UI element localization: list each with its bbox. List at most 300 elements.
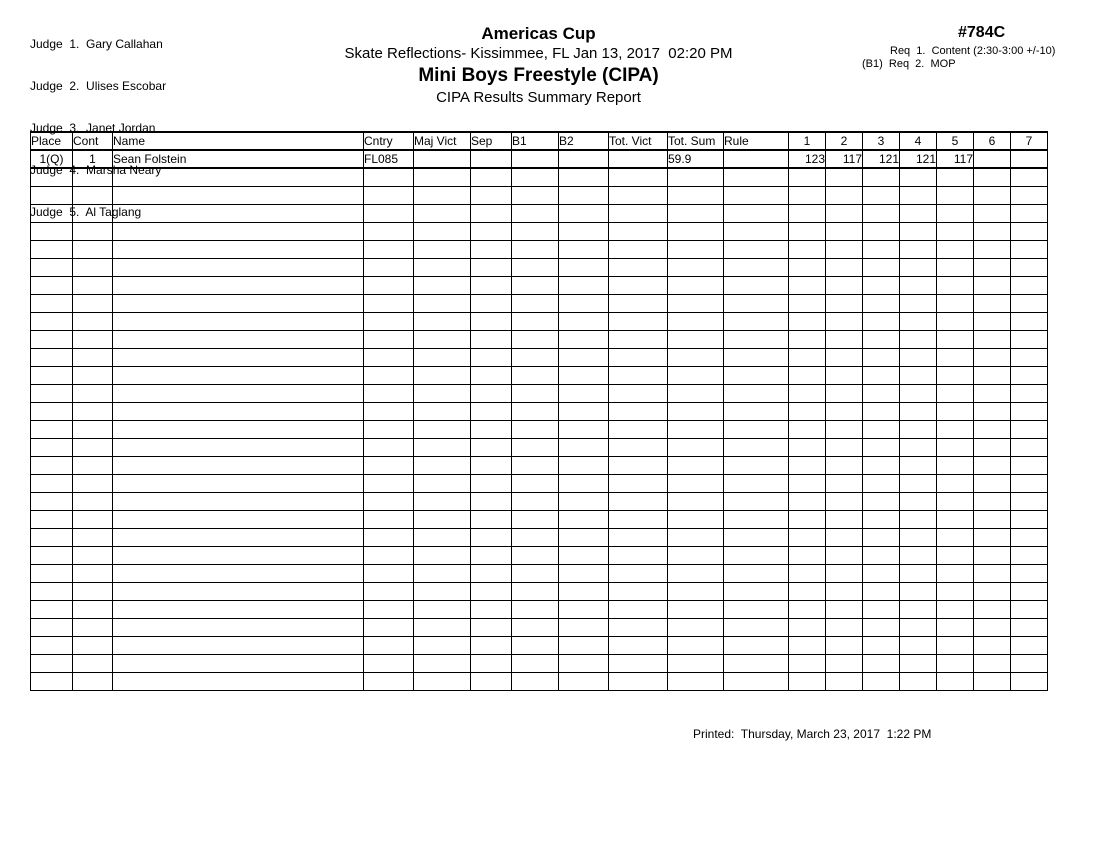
table-cell	[937, 564, 974, 582]
table-cell	[512, 654, 559, 672]
table-cell	[73, 582, 113, 600]
empty-row	[31, 222, 1048, 240]
table-cell	[974, 222, 1011, 240]
table-cell	[1011, 564, 1048, 582]
table-cell	[31, 366, 73, 384]
table-cell	[937, 654, 974, 672]
table-cell	[31, 402, 73, 420]
table-cell	[1011, 402, 1048, 420]
empty-row	[31, 258, 1048, 276]
table-cell	[414, 546, 471, 564]
table-cell	[609, 150, 668, 168]
table-cell	[1011, 636, 1048, 654]
table-cell	[471, 420, 512, 438]
table-cell	[609, 384, 668, 402]
table-cell	[73, 294, 113, 312]
table-cell	[471, 546, 512, 564]
table-cell	[826, 492, 863, 510]
table-cell	[937, 222, 974, 240]
table-cell	[364, 366, 414, 384]
table-cell	[414, 456, 471, 474]
table-cell	[1011, 420, 1048, 438]
table-cell	[609, 168, 668, 186]
table-cell	[937, 672, 974, 690]
table-cell	[73, 510, 113, 528]
table-cell	[1011, 186, 1048, 204]
column-header-3: 3	[863, 132, 900, 150]
table-cell	[559, 150, 609, 168]
table-cell	[73, 240, 113, 258]
table-cell	[826, 474, 863, 492]
table-cell	[668, 168, 724, 186]
table-cell	[364, 168, 414, 186]
table-cell: 59.9	[668, 150, 724, 168]
table-cell	[668, 474, 724, 492]
table-cell	[414, 654, 471, 672]
table-cell	[724, 330, 789, 348]
table-cell	[113, 528, 364, 546]
table-cell	[73, 636, 113, 654]
table-cell	[826, 672, 863, 690]
empty-row	[31, 438, 1048, 456]
column-header-name: Name	[113, 132, 364, 150]
table-cell	[559, 636, 609, 654]
table-cell	[724, 456, 789, 474]
table-cell	[471, 402, 512, 420]
table-cell	[512, 222, 559, 240]
table-cell	[73, 168, 113, 186]
table-cell	[364, 564, 414, 582]
table-cell	[863, 510, 900, 528]
table-cell	[113, 402, 364, 420]
table-cell	[1011, 438, 1048, 456]
table-cell	[512, 258, 559, 276]
table-cell	[724, 474, 789, 492]
table-cell	[113, 474, 364, 492]
column-header-b2: B2	[559, 132, 609, 150]
report-title: CIPA Results Summary Report	[436, 89, 641, 106]
judge-line-1: Judge 1. Gary Callahan	[30, 37, 163, 51]
table-cell	[826, 348, 863, 366]
table-cell	[512, 240, 559, 258]
table-cell	[364, 294, 414, 312]
table-cell	[789, 456, 826, 474]
table-cell	[512, 276, 559, 294]
table-cell	[512, 438, 559, 456]
table-cell	[826, 222, 863, 240]
column-header-sep: Sep	[471, 132, 512, 150]
empty-row	[31, 240, 1048, 258]
table-cell	[937, 546, 974, 564]
table-cell	[974, 240, 1011, 258]
table-cell	[364, 510, 414, 528]
table-cell	[113, 240, 364, 258]
empty-row	[31, 312, 1048, 330]
event-number: #784C	[958, 24, 1006, 41]
table-cell	[724, 438, 789, 456]
table-cell	[937, 510, 974, 528]
table-cell	[900, 420, 937, 438]
table-cell	[724, 402, 789, 420]
table-cell	[937, 492, 974, 510]
table-cell	[609, 654, 668, 672]
table-cell	[609, 204, 668, 222]
table-cell	[512, 150, 559, 168]
table-cell	[900, 186, 937, 204]
table-cell	[113, 204, 364, 222]
column-header-1: 1	[789, 132, 826, 150]
table-cell	[471, 384, 512, 402]
table-cell	[937, 168, 974, 186]
table-cell	[414, 204, 471, 222]
table-cell	[471, 636, 512, 654]
table-cell	[414, 636, 471, 654]
table-cell	[512, 330, 559, 348]
table-cell	[789, 528, 826, 546]
table-cell	[937, 276, 974, 294]
table-cell	[512, 168, 559, 186]
table-cell	[364, 474, 414, 492]
table-cell	[364, 600, 414, 618]
table-cell	[1011, 312, 1048, 330]
table-cell	[471, 672, 512, 690]
table-cell	[863, 420, 900, 438]
table-cell	[668, 510, 724, 528]
empty-row	[31, 582, 1048, 600]
table-cell	[974, 186, 1011, 204]
table-cell	[414, 294, 471, 312]
table-cell	[789, 168, 826, 186]
requirement-line-1: Req 1. Content (2:30-3:00 +/-10)	[890, 45, 1056, 57]
table-cell	[512, 366, 559, 384]
table-cell	[789, 420, 826, 438]
table-cell	[900, 276, 937, 294]
empty-row	[31, 384, 1048, 402]
table-cell	[826, 420, 863, 438]
table-cell	[73, 222, 113, 240]
table-cell	[724, 564, 789, 582]
table-cell	[113, 600, 364, 618]
empty-row	[31, 564, 1048, 582]
table-cell	[512, 600, 559, 618]
table-cell	[789, 294, 826, 312]
table-cell	[113, 636, 364, 654]
empty-row	[31, 618, 1048, 636]
judge-line-3: Judge 3. Janet Jordan	[30, 121, 156, 135]
table-cell	[559, 420, 609, 438]
table-cell	[863, 564, 900, 582]
table-cell	[900, 528, 937, 546]
table-cell	[471, 564, 512, 582]
table-cell	[1011, 546, 1048, 564]
table-cell	[900, 204, 937, 222]
table-cell	[668, 294, 724, 312]
table-cell	[1011, 618, 1048, 636]
event-title: Americas Cup	[481, 24, 596, 43]
table-cell	[31, 240, 73, 258]
table-cell	[668, 654, 724, 672]
table-cell	[826, 384, 863, 402]
table-cell	[724, 636, 789, 654]
table-cell	[724, 528, 789, 546]
table-cell	[73, 528, 113, 546]
table-cell	[31, 222, 73, 240]
table-cell	[1011, 384, 1048, 402]
table-cell	[900, 618, 937, 636]
table-cell	[974, 168, 1011, 186]
table-cell	[609, 420, 668, 438]
table-cell	[364, 402, 414, 420]
table-cell	[73, 186, 113, 204]
table-cell	[559, 366, 609, 384]
table-cell	[668, 312, 724, 330]
table-cell	[974, 150, 1011, 168]
table-cell	[471, 456, 512, 474]
table-cell	[724, 312, 789, 330]
table-cell	[1011, 582, 1048, 600]
table-cell	[31, 204, 73, 222]
table-cell	[1011, 258, 1048, 276]
table-cell	[789, 384, 826, 402]
table-cell	[863, 582, 900, 600]
table-cell	[113, 492, 364, 510]
table-cell	[471, 330, 512, 348]
table-cell	[364, 618, 414, 636]
table-cell	[863, 222, 900, 240]
table-cell	[974, 582, 1011, 600]
empty-row	[31, 204, 1048, 222]
table-cell	[73, 600, 113, 618]
table-body	[31, 150, 1048, 690]
table-cell	[724, 420, 789, 438]
table-cell	[826, 546, 863, 564]
table-cell	[826, 528, 863, 546]
table-cell	[937, 348, 974, 366]
table-cell	[974, 564, 1011, 582]
table-cell	[724, 366, 789, 384]
table-cell	[937, 618, 974, 636]
column-header-5: 5	[937, 132, 974, 150]
table-cell	[668, 222, 724, 240]
table-cell	[73, 474, 113, 492]
table-cell	[113, 510, 364, 528]
table-cell	[471, 492, 512, 510]
table-cell	[863, 168, 900, 186]
table-cell	[900, 600, 937, 618]
table-cell	[826, 258, 863, 276]
table-cell	[668, 420, 724, 438]
table-cell	[113, 348, 364, 366]
table-cell	[609, 618, 668, 636]
table-cell	[826, 600, 863, 618]
empty-row	[31, 168, 1048, 186]
table-cell	[668, 618, 724, 636]
table-cell	[471, 528, 512, 546]
table-cell	[937, 366, 974, 384]
table-cell	[609, 600, 668, 618]
table-cell	[789, 240, 826, 258]
table-cell	[900, 672, 937, 690]
table-cell	[724, 600, 789, 618]
table-cell: 121	[863, 150, 900, 168]
table-cell	[789, 474, 826, 492]
table-cell	[937, 636, 974, 654]
table-cell	[937, 384, 974, 402]
table-cell	[789, 366, 826, 384]
table-cell	[512, 420, 559, 438]
table-cell	[900, 456, 937, 474]
table-cell	[512, 546, 559, 564]
table-cell	[471, 294, 512, 312]
table-cell	[113, 312, 364, 330]
table-cell	[471, 366, 512, 384]
table-cell	[668, 348, 724, 366]
table-cell	[609, 528, 668, 546]
table-cell	[364, 546, 414, 564]
table-cell	[1011, 600, 1048, 618]
table-cell	[937, 312, 974, 330]
table-cell	[512, 474, 559, 492]
table-cell	[559, 654, 609, 672]
table-cell	[789, 672, 826, 690]
table-cell	[559, 312, 609, 330]
table-cell	[789, 438, 826, 456]
table-cell: FL085	[364, 150, 414, 168]
table-cell	[73, 312, 113, 330]
column-header-b1: B1	[512, 132, 559, 150]
table-cell	[900, 492, 937, 510]
table-cell	[73, 366, 113, 384]
table-cell	[974, 456, 1011, 474]
column-header-7: 7	[1011, 132, 1048, 150]
table-cell	[609, 510, 668, 528]
table-cell	[559, 276, 609, 294]
table-cell	[668, 276, 724, 294]
column-header-tot-vict: Tot. Vict	[609, 132, 668, 150]
table-cell	[31, 312, 73, 330]
table-cell	[559, 222, 609, 240]
table-cell	[559, 582, 609, 600]
table-cell	[1011, 654, 1048, 672]
table-cell	[31, 186, 73, 204]
table-cell	[113, 420, 364, 438]
table-cell	[863, 204, 900, 222]
table-cell	[668, 438, 724, 456]
table-cell	[863, 672, 900, 690]
table-cell	[471, 654, 512, 672]
table-cell	[559, 240, 609, 258]
table-cell	[113, 546, 364, 564]
table-cell	[364, 348, 414, 366]
table-cell	[609, 258, 668, 276]
table-cell	[512, 294, 559, 312]
table-cell	[364, 276, 414, 294]
table-cell	[789, 618, 826, 636]
table-cell	[1011, 456, 1048, 474]
table-cell	[73, 276, 113, 294]
table-cell	[364, 456, 414, 474]
table-cell	[364, 528, 414, 546]
results-table	[30, 131, 1048, 691]
table-cell	[863, 276, 900, 294]
table-cell	[414, 222, 471, 240]
empty-row	[31, 186, 1048, 204]
table-cell	[31, 258, 73, 276]
table-cell	[471, 150, 512, 168]
table-cell	[900, 348, 937, 366]
table-cell	[900, 438, 937, 456]
table-cell	[609, 330, 668, 348]
table-cell	[512, 384, 559, 402]
table-cell	[559, 438, 609, 456]
table-cell	[113, 618, 364, 636]
table-cell	[863, 330, 900, 348]
table-cell	[937, 240, 974, 258]
table-cell	[974, 474, 1011, 492]
table-cell	[974, 618, 1011, 636]
table-cell	[826, 456, 863, 474]
table-cell	[31, 438, 73, 456]
table-cell	[900, 474, 937, 492]
table-cell	[900, 384, 937, 402]
table-cell	[113, 168, 364, 186]
table-cell: Sean Folstein	[113, 150, 364, 168]
table-cell	[414, 258, 471, 276]
table-cell	[414, 150, 471, 168]
table-cell	[512, 672, 559, 690]
table-cell	[724, 510, 789, 528]
table-cell	[559, 402, 609, 420]
division-title: Mini Boys Freestyle (CIPA)	[418, 65, 659, 86]
table-cell	[900, 294, 937, 312]
table-cell	[414, 474, 471, 492]
table-cell	[1011, 168, 1048, 186]
table-cell	[789, 276, 826, 294]
table-cell	[609, 438, 668, 456]
table-cell	[668, 600, 724, 618]
table-cell	[668, 636, 724, 654]
empty-row	[31, 528, 1048, 546]
table-cell	[31, 654, 73, 672]
table-cell	[73, 204, 113, 222]
requirement-line-2: (B1) Req 2. MOP	[862, 58, 956, 70]
empty-row	[31, 474, 1048, 492]
column-header-rule: Rule	[724, 132, 789, 150]
table-cell	[1011, 330, 1048, 348]
table-cell	[31, 384, 73, 402]
table-cell	[414, 186, 471, 204]
table-cell	[471, 186, 512, 204]
empty-row	[31, 330, 1048, 348]
table-cell	[559, 510, 609, 528]
table-cell	[414, 276, 471, 294]
table-cell	[559, 204, 609, 222]
table-cell	[31, 528, 73, 546]
table-cell	[609, 222, 668, 240]
table-cell	[668, 330, 724, 348]
table-cell	[414, 420, 471, 438]
table-cell	[609, 294, 668, 312]
table-cell	[31, 582, 73, 600]
table-cell	[31, 348, 73, 366]
table-cell	[863, 258, 900, 276]
table-cell	[559, 456, 609, 474]
table-cell	[900, 546, 937, 564]
table-cell	[559, 330, 609, 348]
table-cell	[414, 438, 471, 456]
table-cell	[559, 600, 609, 618]
empty-row	[31, 636, 1048, 654]
